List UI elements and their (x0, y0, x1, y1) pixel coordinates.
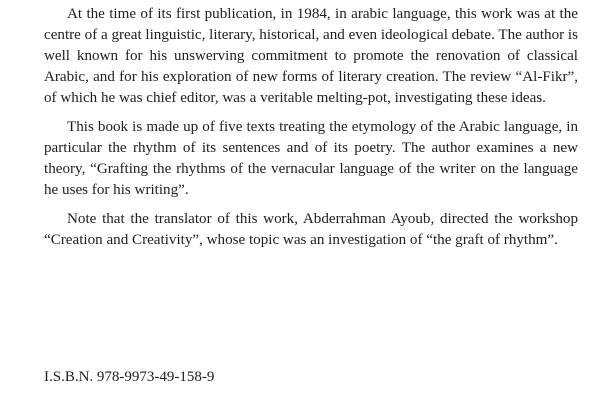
paragraph-book-contents: This book is made up of five texts treating the etymology of the Arabic language, in particular the rhythm of its sentences and of its poetry. The author examines a new theory, “Grafting the rhythms of the vernacular language of the writer on the language he uses for his writing”. (44, 119, 578, 198)
paragraph-publication-history: At the time of its first publication, in 1984, in arabic language, this work was at the centre of a great linguistic, literary, historical, and even ideological debate. The author is well known for his unswerving commitment to promote the renovation of classical Arabic, and for his exploration of new forms of literary creation. The review “Al-Fikr”, of which he was chief editor, was a veritable melting-pot, investigating these ideas. (44, 6, 578, 106)
isbn-number: I.S.B.N. 978-9973-49-158-9 (44, 369, 215, 385)
paragraph-translator-note: Note that the translator of this work, Abderrahman Ayoub, directed the workshop “Creation and Creativity”, whose topic was an investigation of “the graft of rhythm”. (44, 211, 578, 248)
